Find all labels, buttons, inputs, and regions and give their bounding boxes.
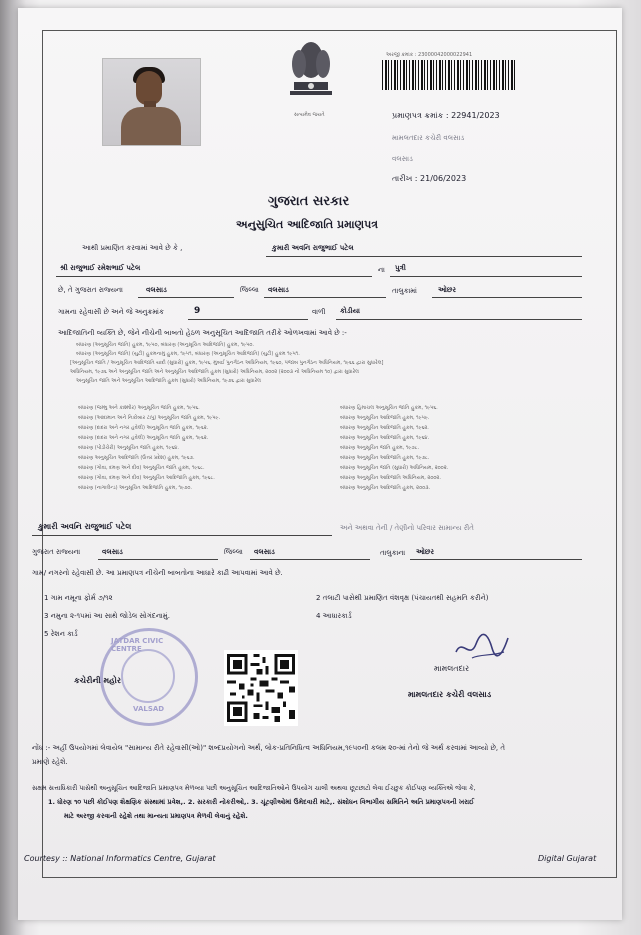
order-line: બંધારણ અનુસૂચિત જાતિ (સુધારો) અધિનિયમ, ૨૦૦૨.	[340, 465, 449, 471]
parent-name: શ્રી રાજુભાઈ રમેશભાઈ પટેલ	[60, 264, 141, 272]
office-seal-label: કચેરીની મહોર	[74, 676, 121, 685]
order-line: બંધારણ (અનુસૂચિત જાતિ) (યુટી) હુકમનામું હુકમ, ૧૯૫૧, બંધારણ (અનુસૂચિત આદિજાતિ) (યુટી) હુકમ ૧૯૫૧.	[76, 351, 300, 357]
order-line: બંધારણ (નાગાલેન્ડ) અનુસૂચિત આદિજાતિ હુકમ, ૧૯૭૦.	[78, 485, 192, 491]
order-line: બંધારણ (અનુસૂચિત જાતિ) હુકમ, ૧૯૫૦, બંધારણ (અનુસૂચિત આદિજાતિ) હુકમ, ૧૯૫૦.	[76, 342, 255, 348]
qr-code	[224, 650, 298, 726]
caste-label: વાળી	[312, 308, 326, 316]
caste-value: કોડીયા	[340, 307, 360, 315]
tribe-statement: આદિજાતિની વ્યક્તિ છે, જેને નીચેની બાબતો હેઠળ અનુસૂચિત આદિજાતિ તરીકે ઓળખવામાં આવે છે :-	[58, 329, 347, 337]
note-1: નોંધ :- અહીં ઉપયોગમાં લેવાયેલ "સામાન્ય રીતે રહેવાસી(ઓ)" શબ્દપ્રયોગનો અર્થ, લોક-પ્રતિનિધિત્વ અધિનિયમ,૧૯૫૦ની કલમ ૨૦-માં તેનો જે અર્થ કરવામાં આવ્યો છે, તે	[32, 744, 506, 752]
application-number: અરજી ક્રમાંક : 23000042000022941	[386, 52, 473, 58]
seal-ring-bottom: VALSAD	[133, 705, 165, 713]
order-line: બંધારણ હિમાચલ અનુસૂચિત જાતિ હુકમ, ૧૯૫૬.	[340, 405, 438, 411]
taluka-label: તાલુકામાં	[392, 287, 417, 295]
note-3: 1. ધોરણ ૧૦ પછી કોઈપણ શૈક્ષણિક સંસ્થામાં પ્રવેશ,. 2. સરકારી નોકરીઓ,. 3. ચૂંટણીઓમાં ઉમેદવારી માટે,. સંશોધન વિભાગીય સમિતિને અતિ પ્રમાણપત્રની ખરાઈ	[48, 798, 475, 806]
district-value-2: વલસાડ	[268, 286, 289, 294]
order-line: બંધારણ અનુસૂચિત આદિજાતિ અધિનિયમ, ૨૦૦૨.	[340, 475, 441, 481]
issue-date: તારીખ : 21/06/2023	[392, 174, 467, 183]
note-4: માટે અરજી કરવાની રહેશે તથા માન્યતા પ્રમાણપત્ર મેળવી લેવાનું રહેશે.	[64, 812, 248, 820]
document-item: 4 આધારકાર્ડ	[316, 612, 352, 620]
national-emblem-icon	[284, 40, 338, 114]
district-value: વલસાડ	[146, 286, 167, 294]
order-line: બંધારણ (દાદરા અને નગર હવેલી) અનુસૂચિત જાતિ હુકમ, ૧૯૬૨.	[78, 435, 209, 441]
order-line: અધિનિયમ, ૧૯૭૬ અને અનુસૂચિત જાતિ અને અનુસૂચિત આદિજાતિ હુકમ (સુધારો) અધિનિયમ, ૨૦૦૨ (૨૦૦૩ નો અધિનિયમ ૧૦) દ્વારા સુધારેલ	[70, 369, 359, 375]
family-label: અને અથવા તેની / તેણીનો પરિવાર સામાન્ય રીતે	[340, 524, 474, 532]
document-item: 2 તલાટી પાસેથી પ્રમાણિત વંશવૃક્ષ (પંચાયતથી સહમતિ કરીને)	[316, 594, 489, 602]
residence-state-label: ગુજરાત રાજ્યના	[32, 548, 81, 556]
document-item: 1 ગામ નમૂના ફોર્મ ૭/૧૨	[44, 594, 113, 602]
order-line: બંધારણ (આંદામાન અને નિકોબાર ટાપુ) અનુસૂચિત જાતિ હુકમ, ૧૯૫૯.	[78, 415, 221, 421]
note-1b: પ્રમાણે રહેશે.	[32, 758, 68, 766]
note-2: સક્ષમ સત્તાધિકારી પાસેથી અનુસૂચિત આદિજાતિ પ્રમાણપત્ર મેળવ્યા પછી અનુસૂચિત આદિજાતિઓને ઉપયોગ ચાલી અથવા છૂટછાટો લેવા ઈચ્છુક કોઈપણ વ્યક્તિએ જેવા કે,	[32, 784, 476, 792]
applicant-name: કુમારી અવનિ રાજુભાઈ પટેલ	[272, 244, 354, 252]
order-line: બંધારણ અનુસૂચિત જાતિ હુકમ, ૧૯૭૮.	[340, 445, 420, 451]
relation-label: ના	[378, 266, 385, 274]
order-line: [અનુસૂચિત જાતિ / અનુસૂચિત આદિજાતિ યાદી (સુધારો) હુકમ, ૧૯૫૬, મુંબઈ પુનર્ગઠન અધિનિયમ, ૧૯૬૦, પંજાબ પુનર્ગઠન અધિનિયમ, ૧૯૬૬ દ્વારા સુધારેલ]	[70, 360, 384, 366]
residence-district-label: જિલ્લા	[224, 548, 243, 556]
footer-brand: Digital Gujarat	[538, 854, 597, 863]
certificate-title: અનુસુચિત આદિજાતિ પ્રમાણપત્ર	[236, 218, 379, 231]
taluka-value: ઓછર	[438, 286, 456, 294]
order-line: બંધારણ અનુસૂચિત આદિજાતિ હુકમ, ૨૦૦૩.	[340, 485, 431, 491]
residence-taluka-value: ઓછર	[416, 548, 434, 556]
order-line: અનુસૂચિત જાતિ અને અનુસૂચિત આદિજાતિ હુકમ (સુધારો) અધિનિયમ, ૧૯૭૬ દ્વારા સુધારેલ	[76, 378, 261, 384]
document-item: 3 નમુના ૨-૧૫માં આ સાથે જોડેલ સોગંદનામું.	[44, 612, 170, 620]
applicant-photo	[102, 58, 201, 146]
relation-value: પુત્રી	[395, 264, 406, 272]
residence-taluka-label: તાલુકાના	[380, 549, 406, 557]
residence-district-value-2: વલસાડ	[254, 548, 275, 556]
residence-statement: ગામ/ નગરનો રહેવાસી છે. આ પ્રમાણપત્ર નીચેની બાબતોના આધારે કાઢી આપવામાં આવે છે.	[32, 569, 283, 577]
order-line: બંધારણ (પોંડીચેરી) અનુસૂચિત જાતિ હુકમ, ૧૯૬૪.	[78, 445, 179, 451]
order-line: બંધારણ અનુસૂચિત આદિજાતિ હુકમ, ૧૯૬૪.	[340, 435, 430, 441]
signature-title: મામલતદાર	[434, 664, 470, 673]
orders-right-list	[340, 405, 448, 491]
order-line: બંધારણ અનુસૂચિત આદિજાતિ હુકમ, ૧૯૭૮.	[340, 455, 430, 461]
orders-left-list	[78, 405, 220, 491]
signature-scribble	[452, 630, 512, 666]
order-line: બંધારણ (દાદરા અને નગર હવેલી) અનુસૂચિત જાતિ હુકમ, ૧૯૬૨.	[78, 425, 209, 431]
order-line: બંધારણ અનુસૂચિત આદિજાતિ (ઉત્તર પ્રદેશ) હુકમ, ૧૯૬૭.	[78, 455, 195, 461]
order-line: બંધારણ (ગોવા, દમણ અને દીવ) અનુસૂચિત જાતિ હુકમ, ૧૯૬૮.	[78, 465, 205, 471]
government-title: ગુજરાત સરકાર	[268, 194, 350, 209]
order-line: બંધારણ અનુસૂચિત આદિજાતિ હુકમ, ૧૯૬૨.	[340, 425, 429, 431]
district-label: જિલ્લા	[240, 286, 259, 294]
serial-number: 9	[194, 306, 201, 316]
barcode	[382, 60, 516, 90]
issuing-office: મામલતદાર કચેરી વલસાડ	[392, 134, 465, 142]
state-label: છે, તે ગુજરાત રાજ્યના	[58, 286, 123, 294]
orders-top-list	[70, 342, 384, 384]
emblem-caption: સત્યમેવ જયતે	[294, 112, 325, 118]
intro-label: આથી પ્રમાણિત કરવામાં આવે છે કે ,	[82, 244, 183, 252]
issue-place: વલસાડ	[392, 155, 413, 163]
order-line: બંધારણ (ગોવા, દમણ અને દીવ) અનુસૂચિત આદિજાતિ હુકમ, ૧૯૬૮.	[78, 475, 215, 481]
order-line: બંધારણ અનુસૂચિત આદિજાતિ હુકમ, ૧૯૫૯.	[340, 415, 430, 421]
seal-ring-top: JATDAR CIVIC CENTRE	[111, 637, 164, 653]
certificate-sheet	[18, 8, 622, 920]
village-label: ગામના રહેવાસી છે અને જે અનુક્રમાંક	[58, 308, 164, 316]
certificate-number: પ્રમાણપત્ર ક્રમાંક : 22941/2023	[392, 111, 500, 120]
order-line: બંધારણ (જમ્મુ અને કાશ્મીર) અનુસૂચિત જાતિ હુકમ, ૧૯૫૬.	[78, 405, 200, 411]
signatory-office: મામલતદાર કચેરી વલસાડ	[408, 690, 492, 699]
residence-name: કુમારી અવનિ રાજુભાઈ પટેલ	[38, 522, 132, 531]
footer-courtesy: Courtesy :: National Informatics Centre, Gujarat	[24, 854, 216, 863]
document-item: 5 રેશન કાર્ડ	[44, 630, 78, 638]
residence-district-value: વલસાડ	[102, 548, 123, 556]
